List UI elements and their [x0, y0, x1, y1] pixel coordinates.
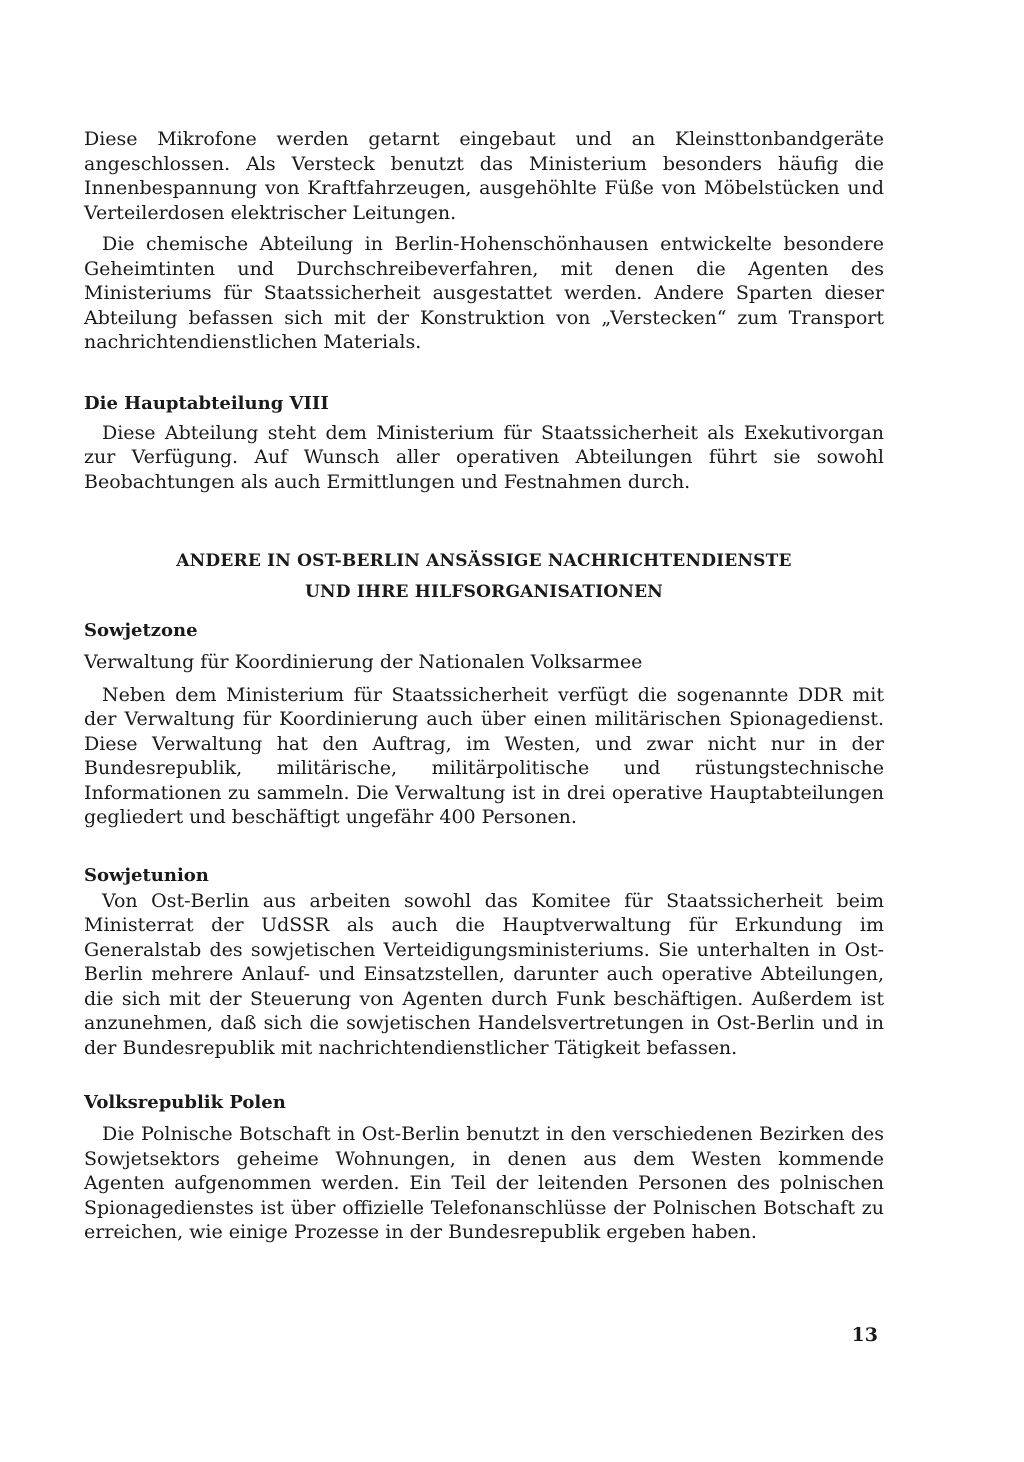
paragraph-hauptabteilung-viii: Diese Abteilung steht dem Ministerium für Staatssicherheit als Exekutivorgan zur Verfügung. Auf Wunsch aller operativen Abteilungen führt sie sowohl Beobachtungen als auch Ermittlungen und Festnahmen durch. — [84, 421, 884, 493]
paragraph-verwaltung-koordinierung: Neben dem Ministerium für Staatssicherheit verfügt die sogenannte DDR mit der Verwaltung für Koordinierung auch über einen militärischen Spionagedienst. Diese Verwaltung hat den Auftrag, im Westen, und zwar nicht nur in der Bundesrepublik, militärische, militärpolitische und rüstungstechnische Informationen zu sammeln. Die Verwaltung ist in drei operative Hauptabteilungen gegliedert und beschäftigt ungefähr 400 Personen. — [84, 683, 884, 828]
section-heading — [84, 546, 884, 608]
page-number: 13 — [851, 1324, 878, 1346]
heading-hauptabteilung-viii: Die Hauptabteilung VIII — [84, 392, 329, 414]
heading-sowjetzone: Sowjetzone — [84, 620, 198, 641]
paragraph-chemische-abteilung: Die chemische Abteilung in Berlin-Hohenschönhausen entwickelte besondere Geheimtinten und Durchschreibeverfahren, mit denen die Agenten des Ministeriums für Staatssicherheit ausgestattet werden. Andere Sparten dieser Abteilung befassen sich mit der Konstruktion von „Verstecken“ zum Transport nachrichtendienstlichen Materials. — [84, 233, 884, 353]
page-body — [84, 127, 884, 1245]
paragraph-mikrofone: Diese Mikrofone werden getarnt eingebaut und an Kleinsttonbandgeräte angeschlossen. Als Versteck benutzt das Ministerium besonders häufig die Innenbespannung von Kraftfahrzeugen, ausgehöhlte Füße von Möbelstücken und Verteilerdosen elektrischer Leitungen. — [84, 128, 884, 224]
paragraph-volksrepublik-polen: Die Polnische Botschaft in Ost-Berlin benutzt in den verschiedenen Bezirken des Sowjetsektors geheime Wohnungen, in denen aus dem Westen kommende Agenten aufgenommen werden. Ein Teil der leitenden Personen des polnischen Spionagedienstes ist über offizielle Telefonanschlüsse der Polnischen Botschaft zu erreichen, wie einige Prozesse in der Bundesrepublik ergeben haben. — [84, 1123, 884, 1243]
section-heading-line-2: UND IHRE HILFSORGANISATIONEN — [304, 582, 664, 602]
heading-verwaltung-koordinierung: Verwaltung für Koordinierung der Nationalen Volksarmee — [84, 651, 643, 673]
section-heading-line-1: ANDERE IN OST-BERLIN ANSÄSSIGE NACHRICHTENDIENSTE — [176, 551, 792, 571]
paragraph-sowjetunion: Von Ost-Berlin aus arbeiten sowohl das Komitee für Staatssicherheit beim Ministerrat der UdSSR als auch die Hauptverwaltung für Erkundung im Generalstab des sowjetischen Verteidigungsministeriums. Sie unterhalten in Ost-Berlin mehrere Anlauf- und Einsatzstellen, darunter auch operative Abteilungen, die sich mit der Steuerung von Agenten durch Funk beschäftigen. Außerdem ist anzunehmen, daß sich die sowjetischen Handelsvertretungen in Ost-Berlin und in der Bundesrepublik mit nachrichtendienstlicher Tätigkeit befassen. — [84, 889, 884, 1059]
heading-sowjetunion: Sowjetunion — [84, 864, 209, 886]
heading-volksrepublik-polen: Volksrepublik Polen — [84, 1092, 286, 1113]
